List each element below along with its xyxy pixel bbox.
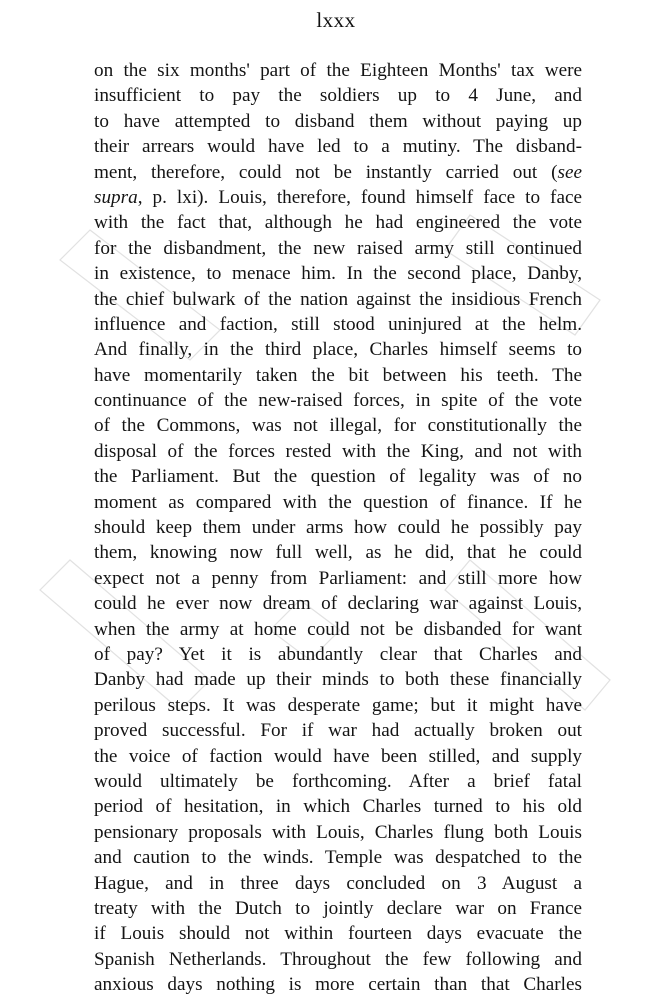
text-line: to have attempted to disband them without paying up bbox=[94, 110, 582, 132]
text-line: the chief bulwark of the nation against the insidious French bbox=[94, 288, 582, 310]
italic-term: see bbox=[557, 161, 582, 183]
text-line: disposal of the forces rested with the King, and not with bbox=[94, 440, 582, 462]
text-line: Spanish Netherlands. Throughout the few following and bbox=[94, 948, 582, 970]
text-line: treaty with the Dutch to jointly declare war on France bbox=[94, 897, 582, 919]
text-line: with the fact that, although he had engineered the vote bbox=[94, 212, 582, 234]
text-line: insufficient to pay the soldiers up to 4 June, and bbox=[94, 85, 582, 107]
text-line: ment, therefore, could not be instantly carried out (see bbox=[94, 161, 582, 183]
text-line: should keep them under arms how could he possibly pay bbox=[94, 517, 582, 539]
text-line: the Parliament. But the question of legality was of no bbox=[94, 466, 582, 488]
text-line: of pay? Yet it is abundantly clear that Charles and bbox=[94, 643, 582, 665]
text-line: proved successful. For if war had actually broken out bbox=[94, 720, 582, 742]
body-paragraph bbox=[94, 58, 582, 997]
text-line: have momentarily taken the bit between his teeth. The bbox=[94, 364, 582, 386]
text-line: perilous steps. It was desperate game; but it might have bbox=[94, 694, 582, 716]
text-line: period of hesitation, in which Charles turned to his old bbox=[94, 796, 582, 818]
text-line: their arrears would have led to a mutiny. The disband- bbox=[94, 136, 582, 158]
text-line: if Louis should not within fourteen days evacuate the bbox=[94, 923, 582, 945]
text-line: could he ever now dream of declaring war against Louis, bbox=[94, 593, 582, 615]
page-number: lxxx bbox=[316, 8, 356, 32]
text-line: And finally, in the third place, Charles himself seems to bbox=[94, 339, 582, 361]
text-line: the voice of faction would have been stilled, and supply bbox=[94, 745, 582, 767]
text-line: of the Commons, was not illegal, for constitutionally the bbox=[94, 415, 582, 437]
text-line: and caution to the winds. Temple was despatched to the bbox=[94, 847, 582, 869]
text-line: for the disbandment, the new raised army still continued bbox=[94, 237, 582, 259]
text-line: in existence, to menace him. In the second place, Danby, bbox=[94, 263, 582, 285]
text-line: supra, p. lxi). Louis, therefore, found himself face to face bbox=[94, 186, 582, 208]
text-line: influence and faction, still stood uninjured at the helm. bbox=[94, 313, 582, 335]
text-line: anxious days nothing is more certain than that Charles bbox=[94, 974, 582, 996]
text-line: on the six months' part of the Eighteen Months' tax were bbox=[94, 60, 582, 81]
text-line: Danby had made up their minds to both these financially bbox=[94, 669, 582, 691]
text-line: Hague, and in three days concluded on 3 August a bbox=[94, 872, 582, 894]
italic-term: supra bbox=[94, 186, 138, 208]
text-line: moment as compared with the question of finance. If he bbox=[94, 491, 582, 513]
text-line: continuance of the new-raised forces, in spite of the vote bbox=[94, 390, 582, 412]
text-line: would ultimately be forthcoming. After a brief fatal bbox=[94, 770, 582, 792]
text-line: them, knowing now full well, as he did, that he could bbox=[94, 542, 582, 564]
text-line: expect not a penny from Parliament: and still more how bbox=[94, 567, 582, 589]
text-line: when the army at home could not be disbanded for want bbox=[94, 618, 582, 640]
text-line: pensionary proposals with Louis, Charles flung both Louis bbox=[94, 821, 582, 843]
